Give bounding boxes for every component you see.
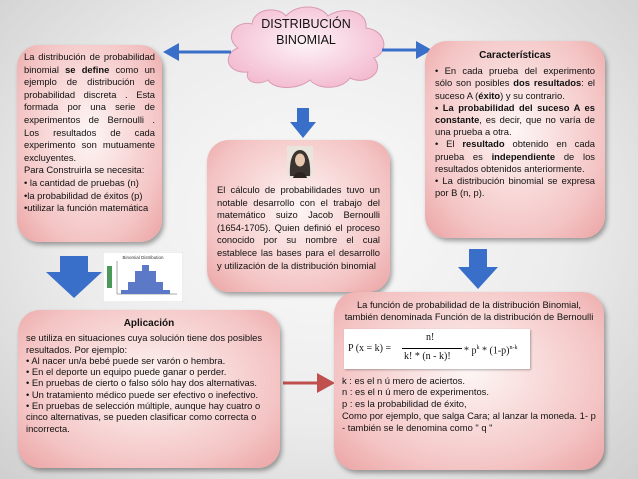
- k-definition: k : es el n ú mero de aciertos.: [342, 374, 465, 386]
- page-title: [231, 16, 381, 48]
- formula-box: [334, 292, 604, 470]
- arrow-down-left: [46, 256, 102, 298]
- application-title: Aplicación: [123, 318, 175, 329]
- n-definition: n : es el n ú mero de experimentos.: [342, 386, 489, 398]
- title-line-2: BINOMIAL: [276, 33, 336, 47]
- arrow-down-center: [290, 108, 316, 140]
- definition-needs-intro: Para Construirla se necesita:: [24, 164, 145, 176]
- arrow-left-top: [163, 40, 233, 64]
- characteristic-item: • En cada prueba del experimento sólo son posibles dos resultados: el suceso A (éxito) y su contrario.: [435, 65, 595, 101]
- need-item: • la cantidad de pruebas (n): [24, 176, 139, 188]
- formula-lhs: P (x = k) =: [348, 342, 392, 354]
- application-item: • Un tratamiento médico puede ser efectivo o inefectivo.: [26, 388, 259, 400]
- title-line-1: DISTRIBUCIÓN: [261, 17, 351, 31]
- arrow-down-right: [458, 249, 498, 289]
- application-item: • En pruebas de cierto o falso sólo hay dos alternativas.: [26, 377, 258, 389]
- need-item: •utilizar la función matemática: [24, 202, 149, 214]
- formula-fraction-bar: [402, 348, 462, 349]
- characteristic-item: • El resultado obtenido en cada prueba es independiente de los resultados obtenidos anteriormente.: [435, 138, 596, 174]
- need-item: •la probabilidad de éxitos (p): [24, 189, 143, 201]
- bernoulli-portrait: [287, 146, 313, 178]
- definition-box: [17, 45, 162, 242]
- formula-denominator: k! * (n - k)!: [404, 350, 451, 362]
- characteristics-box: [425, 41, 605, 238]
- characteristic-item: • La probabilidad del suceso A es constante, es decir, que no varía de una prueba a otra.: [435, 101, 595, 138]
- characteristics-title: Características: [479, 50, 551, 61]
- characteristic-item: • La distribución binomial se expresa por B (n, p).: [435, 175, 595, 199]
- binomial-histogram: [103, 252, 183, 302]
- formula-image: [344, 329, 530, 369]
- formula-title: La función de probabilidad de la distribución Binomial, también denominada Función de la distribución de Bernoulli: [344, 299, 594, 322]
- application-intro: se utiliza en situaciones cuya solución tiene dos posibles resultados. Por ejemplo:: [26, 332, 263, 355]
- histogram-caption: Binomial Distribution: [122, 255, 164, 260]
- application-box: [18, 310, 280, 468]
- definition-text: La distribución de probabilidad binomial se define como un ejemplo de distribución de probabilidad discreta . Esta formada por una serie de experimentos de Bernoulli . Los resultados de cada experimento son mutuamente excluyentes.: [24, 51, 156, 163]
- history-box: [207, 140, 390, 292]
- example-text: Como por ejemplo, que salga Cara; al lanzar la moneda. 1- p - también se le denomina como " q ": [342, 409, 596, 433]
- formula-numerator: n!: [426, 331, 435, 343]
- arrow-right-bottom: [283, 370, 335, 396]
- application-item: • Al nacer un/a bebé puede ser varón o hembra.: [26, 354, 226, 366]
- application-item: • En el deporte un equipo puede ganar o perder.: [26, 366, 227, 378]
- formula-rhs: * $p^k * (1-p)^{n-k}$: [464, 344, 518, 356]
- application-item: • En pruebas de selección múltiple, aunque hay cuatro o cinco alternativas, se pueden clasificar como correcta o incorrecta.: [26, 400, 261, 434]
- history-text: El cálculo de probabilidades tuvo un notable desarrollo con el trabajo del matemático suizo Jacob Bernoulli (1654-1705). Quien definió el proceso conocido por su nombre el cual establece las bases para el desarrollo y utilización de la distribución binomial: [217, 184, 380, 271]
- p-definition: p : es la probabilidad de éxito,: [342, 398, 467, 410]
